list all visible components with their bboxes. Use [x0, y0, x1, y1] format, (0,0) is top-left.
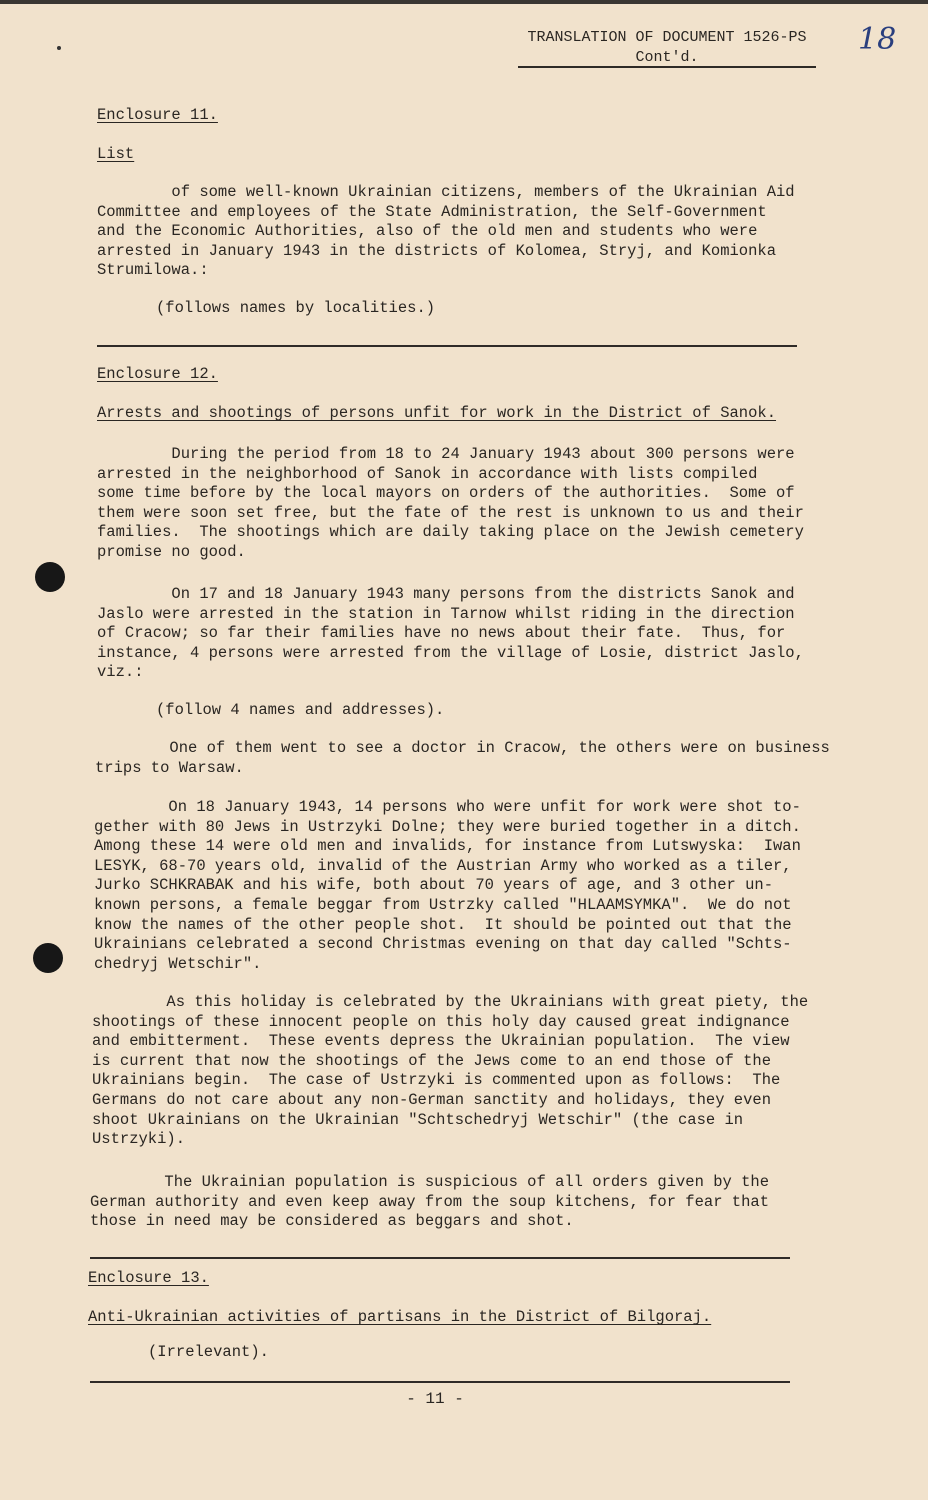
text-line: some time before by the local mayors on orders of the authorities. Some of	[97, 484, 795, 503]
text-line: Committee and employees of the State Administration, the Self-Government	[97, 202, 767, 221]
text-line: of some well-known Ukrainian citizens, members of the Ukrainian Aid	[97, 183, 795, 201]
punch-hole-top	[35, 562, 65, 592]
text-line: viz.:	[97, 663, 144, 682]
enclosure-12-subtitle: Arrests and shootings of persons unfit for work in the District of Sanok.	[97, 404, 777, 422]
text-line: instance, 4 persons were arrested from the village of Losie, district Jaslo,	[97, 643, 804, 662]
text-line: chedryj Wetschir".	[94, 954, 262, 973]
header-subtitle: Cont'd.	[635, 49, 699, 66]
text-line: As this holiday is celebrated by the Ukrainians with great piety, the	[92, 993, 809, 1011]
text-line: shoot Ukrainians on the Ukrainian "Schtschedryj Wetschir" (the case in	[92, 1110, 744, 1129]
text-line: and the Economic Authorities, also of the old men and students who were	[97, 222, 758, 241]
enclosure-12-paragraph-4	[94, 798, 801, 974]
enclosure-11-list-title: List	[97, 145, 135, 163]
enclosure-12-heading: Enclosure 12.	[97, 365, 218, 383]
text-line: and embitterment. These events depress the Ukrainian population. The view	[92, 1032, 790, 1051]
section-divider	[90, 1257, 790, 1259]
enclosure-12-paragraph-5	[92, 993, 808, 1150]
text-line: The Ukrainian population is suspicious of all orders given by the	[90, 1173, 770, 1191]
section-divider	[90, 1381, 790, 1383]
text-line: Among these 14 were old men and invalids, for instance from Lutswyska: Iwan	[94, 837, 801, 856]
enclosure-11-paragraph	[97, 183, 795, 281]
text-line: arrested in January 1943 in the districts of Kolomea, Stryj, and Komionka	[97, 241, 777, 260]
text-line: them were soon set free, but the fate of the rest is unknown to us and their	[97, 503, 804, 522]
text-line: trips to Warsaw.	[95, 758, 244, 777]
enclosure-13-note: (Irrelevant).	[148, 1343, 269, 1361]
text-line: Ukrainians celebrated a second Christmas evening on that day called "Schts-	[94, 935, 792, 954]
text-line: Ustrzyki).	[92, 1130, 186, 1149]
enclosure-11-heading: Enclosure 11.	[97, 106, 218, 124]
text-line: of Cracow; so far their families have no news about their fate. Thus, for	[97, 624, 786, 643]
text-line: Strumilowa.:	[97, 261, 209, 280]
enclosure-12-paragraph-6	[90, 1173, 769, 1232]
enclosure-12-paragraph-2	[97, 585, 804, 683]
header-rule	[518, 66, 816, 68]
enclosure-12-note: (follow 4 names and addresses).	[156, 701, 445, 719]
text-line: LESYK, 68-70 years old, invalid of the Austrian Army who worked as a tiler,	[94, 856, 792, 875]
text-line: arrested in the neighborhood of Sanok in accordance with lists compiled	[97, 464, 758, 483]
top-edge-line	[0, 0, 928, 4]
ink-dot	[57, 46, 61, 50]
text-line: On 18 January 1943, 14 persons who were unfit for work were shot to-	[94, 798, 801, 816]
enclosure-13-subtitle: Anti-Ukrainian activities of partisans in the District of Bilgoraj.	[88, 1308, 712, 1326]
text-line: is current that now the shootings of the Jews come to an end those of the	[92, 1051, 772, 1070]
text-line: Jurko SCHKRABAK and his wife, both about 70 years of age, and 3 other un-	[94, 876, 774, 895]
text-line: families. The shootings which are daily taking place on the Jewish cemetery	[97, 523, 804, 542]
text-line: Ukrainians begin. The case of Ustrzyki is commented upon as follows: The	[92, 1071, 781, 1090]
text-line: Jaslo were arrested in the station in Tarnow whilst riding in the direction	[97, 604, 795, 623]
section-divider	[97, 345, 797, 347]
enclosure-13-heading: Enclosure 13.	[88, 1269, 209, 1287]
document-header	[518, 28, 816, 68]
text-line: Germans do not care about any non-German sanctity and holidays, they even	[92, 1090, 772, 1109]
text-line: German authority and even keep away from the soup kitchens, for fear that	[90, 1192, 770, 1211]
text-line: known persons, a female beggar from Ustrzky called "HLAAMSYMKA". We do not	[94, 895, 792, 914]
enclosure-12-paragraph-3	[95, 739, 830, 778]
text-line: During the period from 18 to 24 January 1943 about 300 persons were	[97, 445, 795, 463]
text-line: know the names of the other people shot. It should be pointed out that the	[94, 915, 792, 934]
text-line: gether with 80 Jews in Ustrzyki Dolne; they were buried together in a ditch.	[94, 817, 801, 836]
text-line: One of them went to see a doctor in Cracow, the others were on business	[95, 739, 830, 757]
handwritten-page-number: 18	[858, 22, 897, 57]
enclosure-11-note: (follows names by localities.)	[156, 299, 436, 317]
text-line: On 17 and 18 January 1943 many persons from the districts Sanok and	[97, 585, 795, 603]
header-title: TRANSLATION OF DOCUMENT 1526-PS	[527, 29, 807, 46]
text-line: shootings of these innocent people on this holy day caused great indignance	[92, 1012, 790, 1031]
punch-hole-bottom	[33, 943, 63, 973]
enclosure-12-paragraph-1	[97, 445, 804, 563]
page-number: - 11 -	[406, 1390, 464, 1408]
text-line: promise no good.	[97, 542, 246, 561]
text-line: those in need may be considered as beggars and shot.	[90, 1212, 574, 1231]
